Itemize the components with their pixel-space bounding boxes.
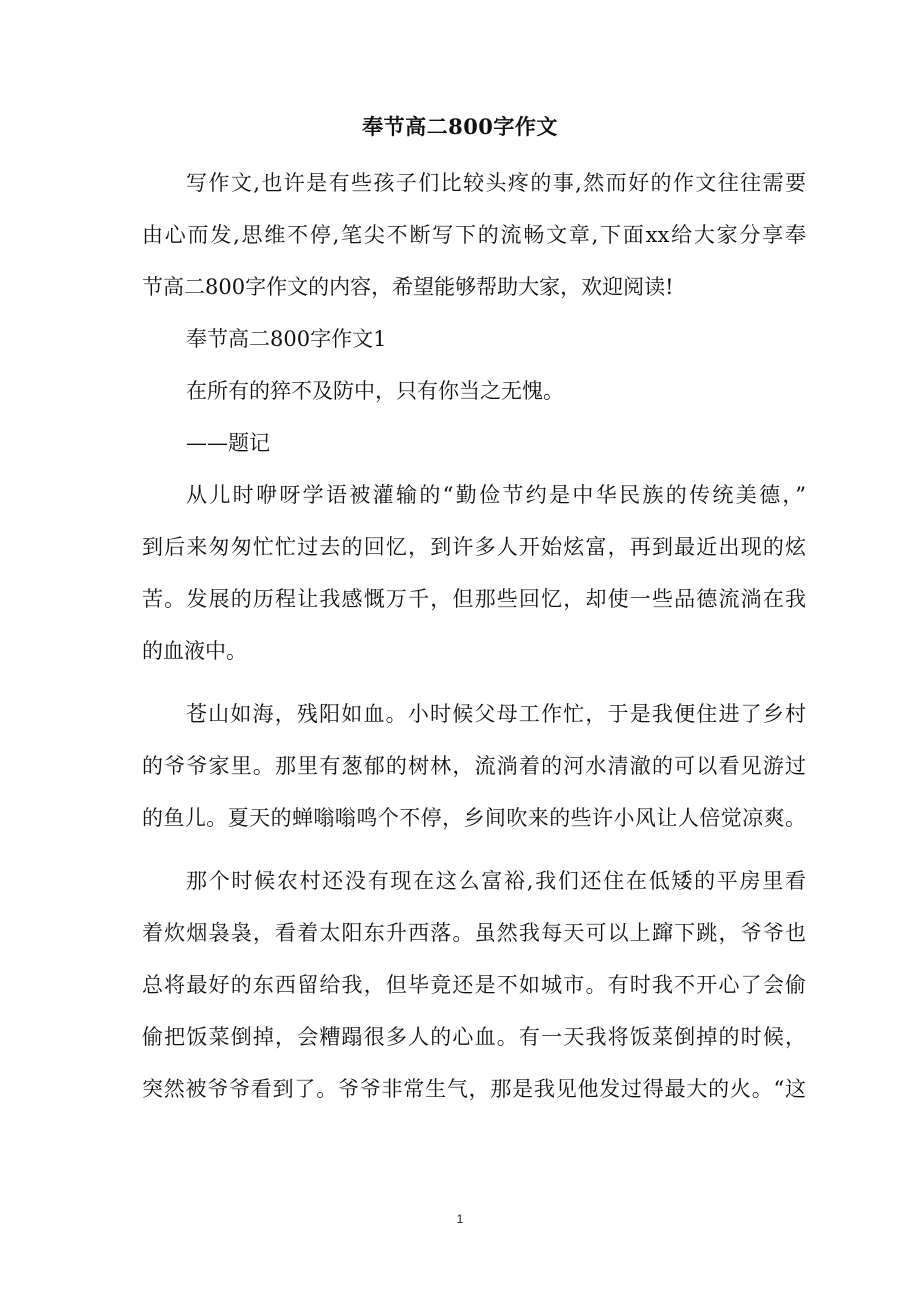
document-body	[142, 163, 806, 1121]
text-line: 的爷爷家里。那里有葱郁的树林，流淌着的河水清澈的可以看见游过	[142, 754, 806, 778]
text-line: 的鱼儿。夏天的蝉嗡嗡鸣个不停，乡间吹来的些许小风让人倍觉凉爽。	[142, 806, 806, 830]
page-number: 1	[456, 1212, 464, 1226]
text-line: 那个时候农村还没有现在这么富裕,我们还住在低矮的平房里看	[186, 869, 806, 893]
text-line: 突然被爷爷看到了。爷爷非常生气，那是我见他发过得最大的火。“这	[142, 1077, 806, 1101]
section-heading: 奉节高二800字作文1	[186, 327, 387, 351]
text-line: 写作文,也许是有些孩子们比较头疼的事,然而好的作文往往需要	[186, 171, 806, 195]
epigraph-attribution: ——题记	[186, 431, 270, 455]
text-line: 从儿时咿呀学语被灌输的“勤俭节约是中华民族的传统美德，”	[186, 483, 806, 507]
text-line: 总将最好的东西留给我，但毕竟还是不如城市。有时我不开心了会偷	[142, 973, 806, 997]
text-line: 到后来匆匆忙忙过去的回忆，到许多人开始炫富，再到最近出现的炫	[142, 535, 806, 559]
text-line: 苦。发展的历程让我感慨万千，但那些回忆，却使一些品德流淌在我	[142, 587, 806, 611]
document-title: 奉节高二800字作文	[362, 114, 558, 139]
text-line: 偷把饭菜倒掉，会糟蹋很多人的心血。有一天我将饭菜倒掉的时候，	[142, 1025, 806, 1049]
epigraph-line: 在所有的猝不及防中，只有你当之无愧。	[186, 379, 564, 403]
text-line: 着炊烟袅袅，看着太阳东升西落。虽然我每天可以上蹿下跳，爷爷也	[142, 921, 806, 945]
text-line: 节高二800字作文的内容，希望能够帮助大家，欢迎阅读!	[142, 275, 674, 299]
text-line: 由心而发,思维不停,笔尖不断写下的流畅文章,下面xx给大家分享奉	[142, 223, 806, 247]
text-line: 的血液中。	[142, 639, 247, 663]
text-line: 苍山如海，残阳如血。小时候父母工作忙，于是我便住进了乡村	[186, 702, 806, 726]
